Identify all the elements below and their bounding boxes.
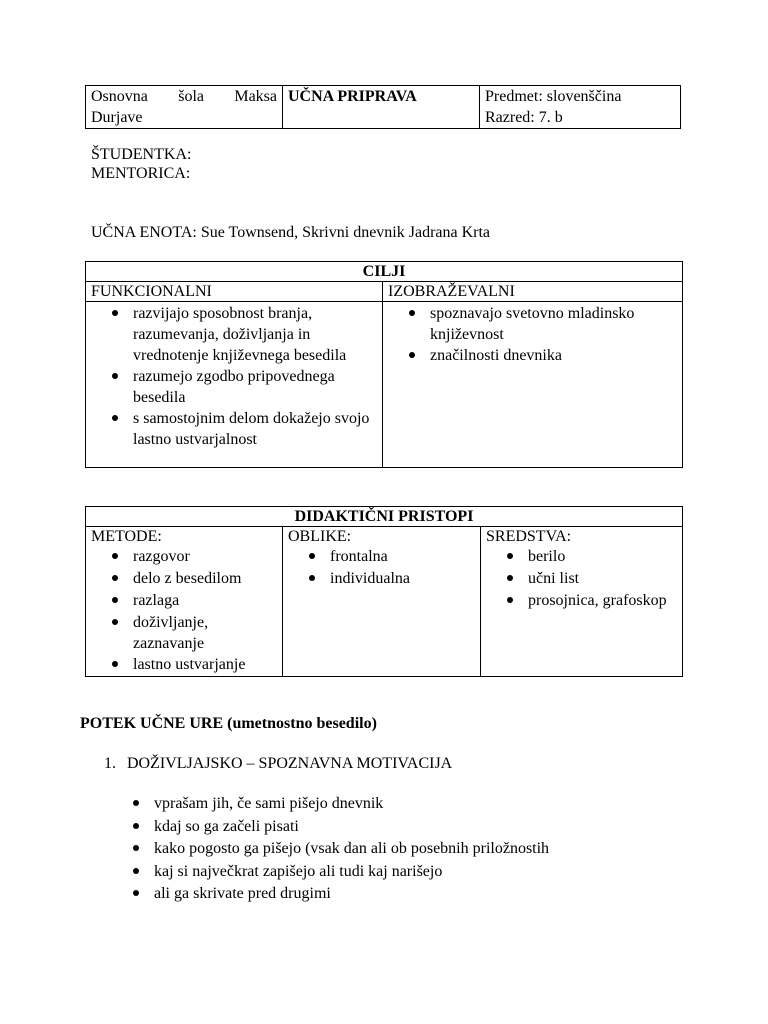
educational-goal-item: značilnosti dnevnika xyxy=(430,345,677,366)
forms-header: OBLIKE: xyxy=(288,528,352,545)
school-cell xyxy=(86,86,283,129)
functional-header: FUNKCIONALNI xyxy=(86,282,383,302)
lesson-flow-heading xyxy=(80,713,377,734)
functional-goal-item: razumejo zgodbo pripovednega besedila xyxy=(133,366,377,408)
school-line-2: Durjave xyxy=(91,109,143,126)
methods-cell xyxy=(86,527,283,677)
method-item: razgovor xyxy=(133,546,277,568)
step-item: kako pogosto ga pišejo (vsak dan ali ob posebnih priložnostih xyxy=(154,838,549,861)
functional-goal-item: s samostojnim delom dokažejo svojo lastno ustvarjalnost xyxy=(133,408,377,450)
tool-item: berilo xyxy=(528,546,677,568)
step-item: kdaj so ga začeli pisati xyxy=(154,816,549,839)
methods-header: METODE: xyxy=(91,528,162,545)
tool-item: prosojnica, grafoskop xyxy=(528,590,677,611)
functional-goals-cell xyxy=(86,302,383,468)
form-item: frontalna xyxy=(330,546,475,568)
tool-item: učni list xyxy=(528,568,677,590)
method-item: lastno ustvarjanje xyxy=(133,654,277,676)
step-item: kaj si največkrat zapišejo ali tudi kaj narišejo xyxy=(154,861,549,884)
goals-table xyxy=(85,261,683,468)
educational-goals-cell xyxy=(383,302,683,468)
step-1-list xyxy=(130,793,549,906)
tools-header: SREDSTVA: xyxy=(486,528,572,545)
method-item: delo z besedilom xyxy=(133,568,277,590)
subject-label: Predmet: slovenščina xyxy=(485,88,622,105)
tools-cell xyxy=(481,527,683,677)
didactic-title: DIDAKTIČNI PRISTOPI xyxy=(86,507,683,527)
forms-cell xyxy=(283,527,481,677)
subject-cell xyxy=(480,86,681,129)
method-item: razlaga xyxy=(133,590,277,612)
grade-label: Razred: 7. b xyxy=(485,109,563,126)
step-1-title: DOŽIVLJAJSKO – SPOZNAVNA MOTIVACIJA xyxy=(127,755,453,772)
lesson-flow-note: (umetnostno besedilo) xyxy=(227,715,377,732)
goals-title: CILJI xyxy=(86,262,683,282)
method-item: doživljanje, zaznavanje xyxy=(133,612,277,654)
step-item: vprašam jih, če sami pišejo dnevnik xyxy=(154,793,549,816)
mentor-label: MENTORICA: xyxy=(91,165,191,182)
lesson-unit: UČNA ENOTA: Sue Townsend, Skrivni dnevnik Jadrana Krta xyxy=(91,224,491,241)
student-label: ŠTUDENTKA: xyxy=(91,146,192,163)
step-item: ali ga skrivate pred drugimi xyxy=(154,883,549,906)
educational-goal-item: spoznavajo svetovno mladinsko književnost xyxy=(430,303,677,345)
educational-header: IZOBRAŽEVALNI xyxy=(383,282,683,302)
document-title: UČNA PRIPRAVA xyxy=(283,86,480,129)
school-line-1: Osnovna šola Maksa xyxy=(91,88,277,105)
lesson-flow-title: POTEK UČNE URE xyxy=(80,715,224,732)
header-table xyxy=(85,85,681,129)
didactic-table xyxy=(85,506,683,677)
form-item: individualna xyxy=(330,568,475,590)
step-1-number: 1. xyxy=(104,755,116,772)
functional-goal-item: razvijajo sposobnost branja, razumevanja, doživljanja in vrednotenje književnega besedila xyxy=(133,303,377,366)
